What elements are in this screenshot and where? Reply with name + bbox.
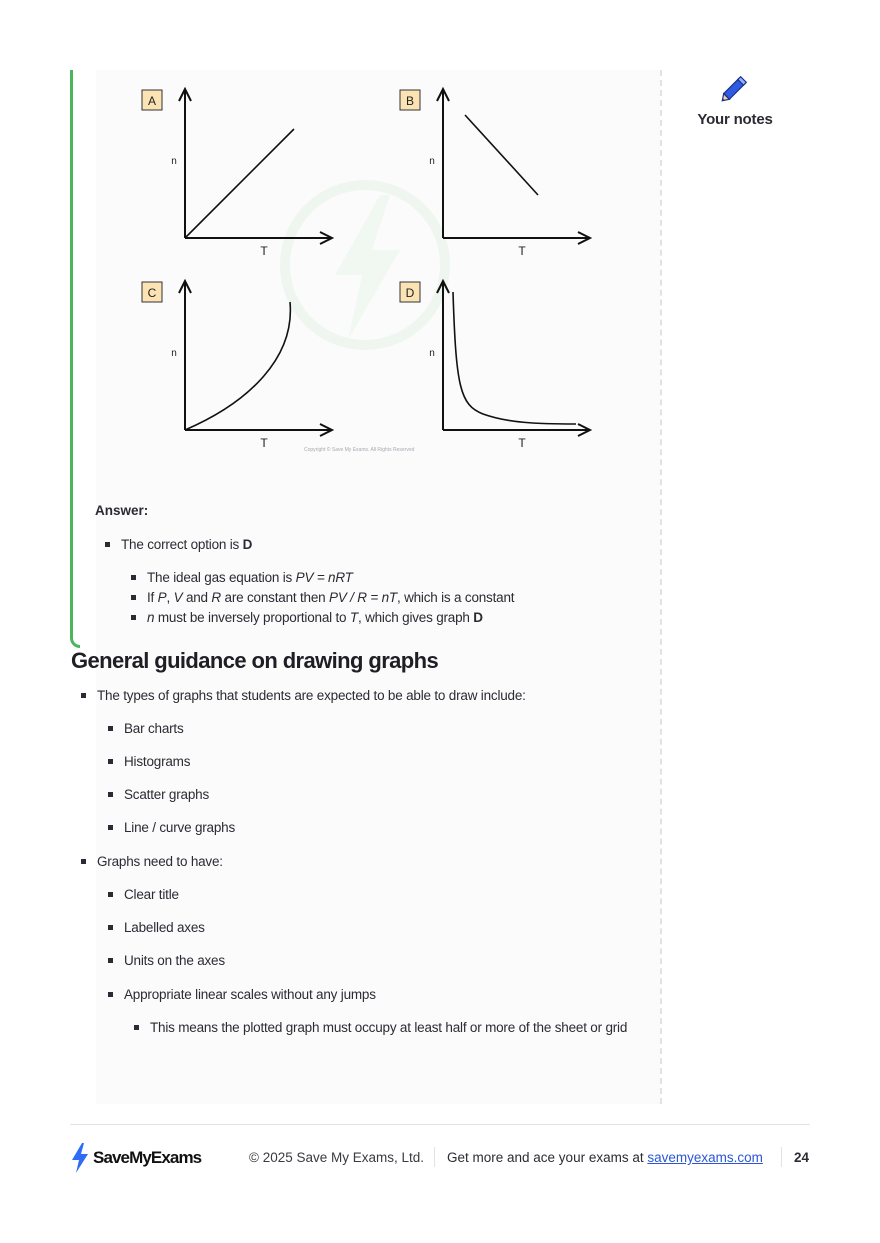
graph-d-xlabel: T (518, 436, 526, 450)
graph-a-line (185, 129, 294, 238)
graph-d-letter: D (405, 286, 415, 300)
footer-cta: Get more and ace your exams at savemyexams.com (447, 1150, 763, 1165)
graph-type-item: Histograms (124, 752, 190, 772)
answer-correct-option: The correct option is D (121, 535, 252, 555)
graph-need-item: Clear title (124, 885, 179, 905)
graph-d-curve (453, 292, 576, 424)
graph-a-xlabel: T (260, 244, 268, 258)
graph-c-curve (185, 302, 290, 430)
worked-example-border (70, 70, 80, 648)
footer-link[interactable]: savemyexams.com (647, 1150, 763, 1165)
graph-a (140, 85, 340, 265)
graph-c-letter: C (147, 286, 157, 300)
graph-a-letter: A (147, 94, 157, 108)
footer-logo[interactable] (70, 1143, 201, 1173)
graph-b-letter: B (405, 94, 415, 108)
scale-note: This means the plotted graph must occupy at least half or more of the sheet or grid (150, 1018, 650, 1038)
answer-title: Answer: (95, 503, 149, 518)
graph-c-ylabel: n (171, 348, 177, 359)
your-notes[interactable] (690, 72, 780, 128)
footer-separator (434, 1147, 435, 1167)
section-heading: General guidance on drawing graphs (71, 648, 439, 673)
pencil-icon (718, 72, 752, 104)
graph-need-item: Labelled axes (124, 918, 205, 938)
notes-divider (660, 70, 662, 1104)
footer-divider (70, 1124, 810, 1125)
brand-name: SaveMyExams (93, 1148, 202, 1167)
answer-point-2: If P, V and R are constant then PV / R = nT, which is a constant (147, 588, 514, 608)
graph-c-xlabel: T (260, 436, 268, 450)
page-number: 24 (794, 1150, 810, 1165)
graph-a-ylabel: n (171, 156, 177, 167)
graph-type-item: Bar charts (124, 719, 184, 739)
footer-copyright: © 2025 Save My Exams, Ltd. (249, 1150, 425, 1165)
answer-point-3: n must be inversely proportional to T, which gives graph D (147, 608, 483, 628)
graph-type-item: Line / curve graphs (124, 818, 235, 838)
graph-b-ylabel: n (429, 156, 435, 167)
graph-d (398, 277, 598, 457)
graph-b (398, 85, 598, 265)
graph-need-item: Appropriate linear scales without any jumps (124, 985, 376, 1005)
figure-copyright: Copyright © Save My Exams. All Rights Reserved (304, 447, 415, 453)
answer-point-1: The ideal gas equation is PV = nRT (147, 568, 353, 588)
graph-b-line (465, 115, 538, 195)
graph-type-item: Scatter graphs (124, 785, 209, 805)
footer-separator (781, 1147, 782, 1167)
lightning-bolt-icon (70, 1143, 90, 1173)
graph-c (140, 277, 340, 457)
types-intro: The types of graphs that students are expected to be able to draw include: (97, 686, 526, 706)
graph-d-ylabel: n (429, 348, 435, 359)
graph-need-item: Units on the axes (124, 951, 225, 971)
graph-b-xlabel: T (518, 244, 526, 258)
needs-intro: Graphs need to have: (97, 852, 223, 872)
your-notes-label: Your notes (697, 111, 773, 128)
